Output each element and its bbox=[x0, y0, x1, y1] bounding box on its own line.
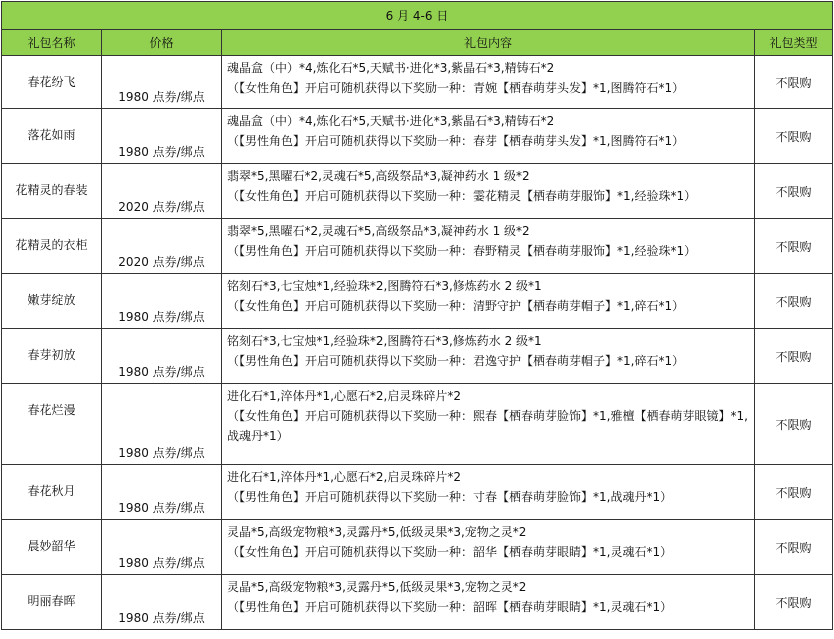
header-price: 价格 bbox=[102, 30, 222, 56]
content-random-reward: （【女性角色】开启可随机获得以下奖励一种：青婉【栖春萌芽头发】*1,图腾符石*1） bbox=[227, 81, 685, 95]
content-random-reward: （【男性角色】开启可随机获得以下奖励一种：春野精灵【栖春萌芽服饰】*1,经验珠*1） bbox=[227, 244, 697, 258]
content-items: 翡翠*5,黑曜石*2,灵魂石*5,高级祭品*3,凝神药水 1 级*2 bbox=[227, 169, 530, 183]
content-random-reward: （【男性角色】开启可随机获得以下奖励一种：韶晖【栖春萌芽眼睛】*1,灵魂石*1） bbox=[227, 600, 673, 614]
pack-content bbox=[222, 465, 755, 520]
header-row bbox=[2, 30, 833, 56]
pack-price: 1980 点券/绑点 bbox=[102, 329, 222, 384]
table-row bbox=[2, 219, 833, 274]
header-name: 礼包名称 bbox=[2, 30, 102, 56]
content-random-reward: （【男性角色】开启可随机获得以下奖励一种：春芽【栖春萌芽头发】*1,图腾符石*1） bbox=[227, 134, 685, 148]
pack-type: 不限购 bbox=[755, 575, 833, 630]
pack-content bbox=[222, 164, 755, 219]
content-random-reward: （【男性角色】开启可随机获得以下奖励一种：寸春【栖春萌芽脸饰】*1,战魂丹*1） bbox=[227, 490, 673, 504]
pack-content bbox=[222, 575, 755, 630]
pack-type: 不限购 bbox=[755, 384, 833, 465]
pack-price: 1980 点券/绑点 bbox=[102, 465, 222, 520]
pack-type: 不限购 bbox=[755, 109, 833, 164]
content-items: 魂晶盒（中）*4,炼化石*5,天赋书·进化*3,紫晶石*3,精铸石*2 bbox=[227, 61, 555, 75]
table-row bbox=[2, 164, 833, 219]
content-random-reward: （【女性角色】开启可随机获得以下奖励一种：清野守护【栖春萌芽帽子】*1,碎石*1） bbox=[227, 299, 685, 313]
table-row bbox=[2, 329, 833, 384]
pack-content bbox=[222, 329, 755, 384]
pack-price: 1980 点券/绑点 bbox=[102, 274, 222, 329]
pack-name: 春花烂漫 bbox=[2, 384, 102, 465]
content-items: 灵晶*5,高级宠物粮*3,灵露丹*5,低级灵果*3,宠物之灵*2 bbox=[227, 525, 527, 539]
table-title: 6 月 4-6 日 bbox=[2, 2, 833, 30]
content-items: 铭刻石*3,七宝烛*1,经验珠*2,图腾符石*3,修炼药水 2 级*1 bbox=[227, 334, 542, 348]
pack-name: 花精灵的衣柜 bbox=[2, 219, 102, 274]
pack-type: 不限购 bbox=[755, 465, 833, 520]
table-row bbox=[2, 575, 833, 630]
pack-price: 1980 点券/绑点 bbox=[102, 384, 222, 465]
pack-price: 1980 点券/绑点 bbox=[102, 56, 222, 109]
pack-content bbox=[222, 520, 755, 575]
pack-name: 春花纷飞 bbox=[2, 56, 102, 109]
pack-name: 春芽初放 bbox=[2, 329, 102, 384]
pack-content bbox=[222, 109, 755, 164]
header-type: 礼包类型 bbox=[755, 30, 833, 56]
pack-content bbox=[222, 219, 755, 274]
table-row bbox=[2, 274, 833, 329]
pack-name: 明丽春晖 bbox=[2, 575, 102, 630]
pack-name: 嫩芽绽放 bbox=[2, 274, 102, 329]
pack-price: 1980 点券/绑点 bbox=[102, 520, 222, 575]
pack-price: 2020 点券/绑点 bbox=[102, 219, 222, 274]
table-row bbox=[2, 465, 833, 520]
pack-content bbox=[222, 384, 755, 465]
content-random-reward: （【女性角色】开启可随机获得以下奖励一种：韶华【栖春萌芽眼睛】*1,灵魂石*1） bbox=[227, 545, 673, 559]
pack-name: 晨妙韶华 bbox=[2, 520, 102, 575]
content-random-reward: （【男性角色】开启可随机获得以下奖励一种：君逸守护【栖春萌芽帽子】*1,碎石*1） bbox=[227, 354, 685, 368]
table-row bbox=[2, 384, 833, 465]
pack-type: 不限购 bbox=[755, 329, 833, 384]
pack-type: 不限购 bbox=[755, 274, 833, 329]
table-row bbox=[2, 56, 833, 109]
pack-price: 1980 点券/绑点 bbox=[102, 575, 222, 630]
pack-type: 不限购 bbox=[755, 56, 833, 109]
pack-name: 花精灵的春装 bbox=[2, 164, 102, 219]
pack-price: 2020 点券/绑点 bbox=[102, 164, 222, 219]
pack-price: 1980 点券/绑点 bbox=[102, 109, 222, 164]
content-items: 铭刻石*3,七宝烛*1,经验珠*2,图腾符石*3,修炼药水 2 级*1 bbox=[227, 279, 542, 293]
table-row bbox=[2, 520, 833, 575]
pack-type: 不限购 bbox=[755, 164, 833, 219]
content-items: 魂晶盒（中）*4,炼化石*5,天赋书·进化*3,紫晶石*3,精铸石*2 bbox=[227, 114, 555, 128]
table-row bbox=[2, 109, 833, 164]
pack-name: 落花如雨 bbox=[2, 109, 102, 164]
pack-type: 不限购 bbox=[755, 520, 833, 575]
header-content: 礼包内容 bbox=[222, 30, 755, 56]
content-items: 灵晶*5,高级宠物粮*3,灵露丹*5,低级灵果*3,宠物之灵*2 bbox=[227, 580, 527, 594]
pack-content bbox=[222, 274, 755, 329]
pack-name: 春花秋月 bbox=[2, 465, 102, 520]
content-random-reward: （【女性角色】开启可随机获得以下奖励一种：熙春【栖春萌芽脸饰】*1,雅檀【栖春萌芽眼镜】*1,战魂丹*1） bbox=[227, 409, 748, 443]
content-items: 进化石*1,淬体丹*1,心愿石*2,启灵珠碎片*2 bbox=[227, 470, 461, 484]
gift-pack-table bbox=[1, 1, 833, 630]
pack-content bbox=[222, 56, 755, 109]
content-items: 进化石*1,淬体丹*1,心愿石*2,启灵珠碎片*2 bbox=[227, 389, 461, 403]
content-random-reward: （【女性角色】开启可随机获得以下奖励一种：霎花精灵【栖春萌芽服饰】*1,经验珠*1） bbox=[227, 189, 697, 203]
content-items: 翡翠*5,黑曜石*2,灵魂石*5,高级祭品*3,凝神药水 1 级*2 bbox=[227, 224, 530, 238]
pack-type: 不限购 bbox=[755, 219, 833, 274]
